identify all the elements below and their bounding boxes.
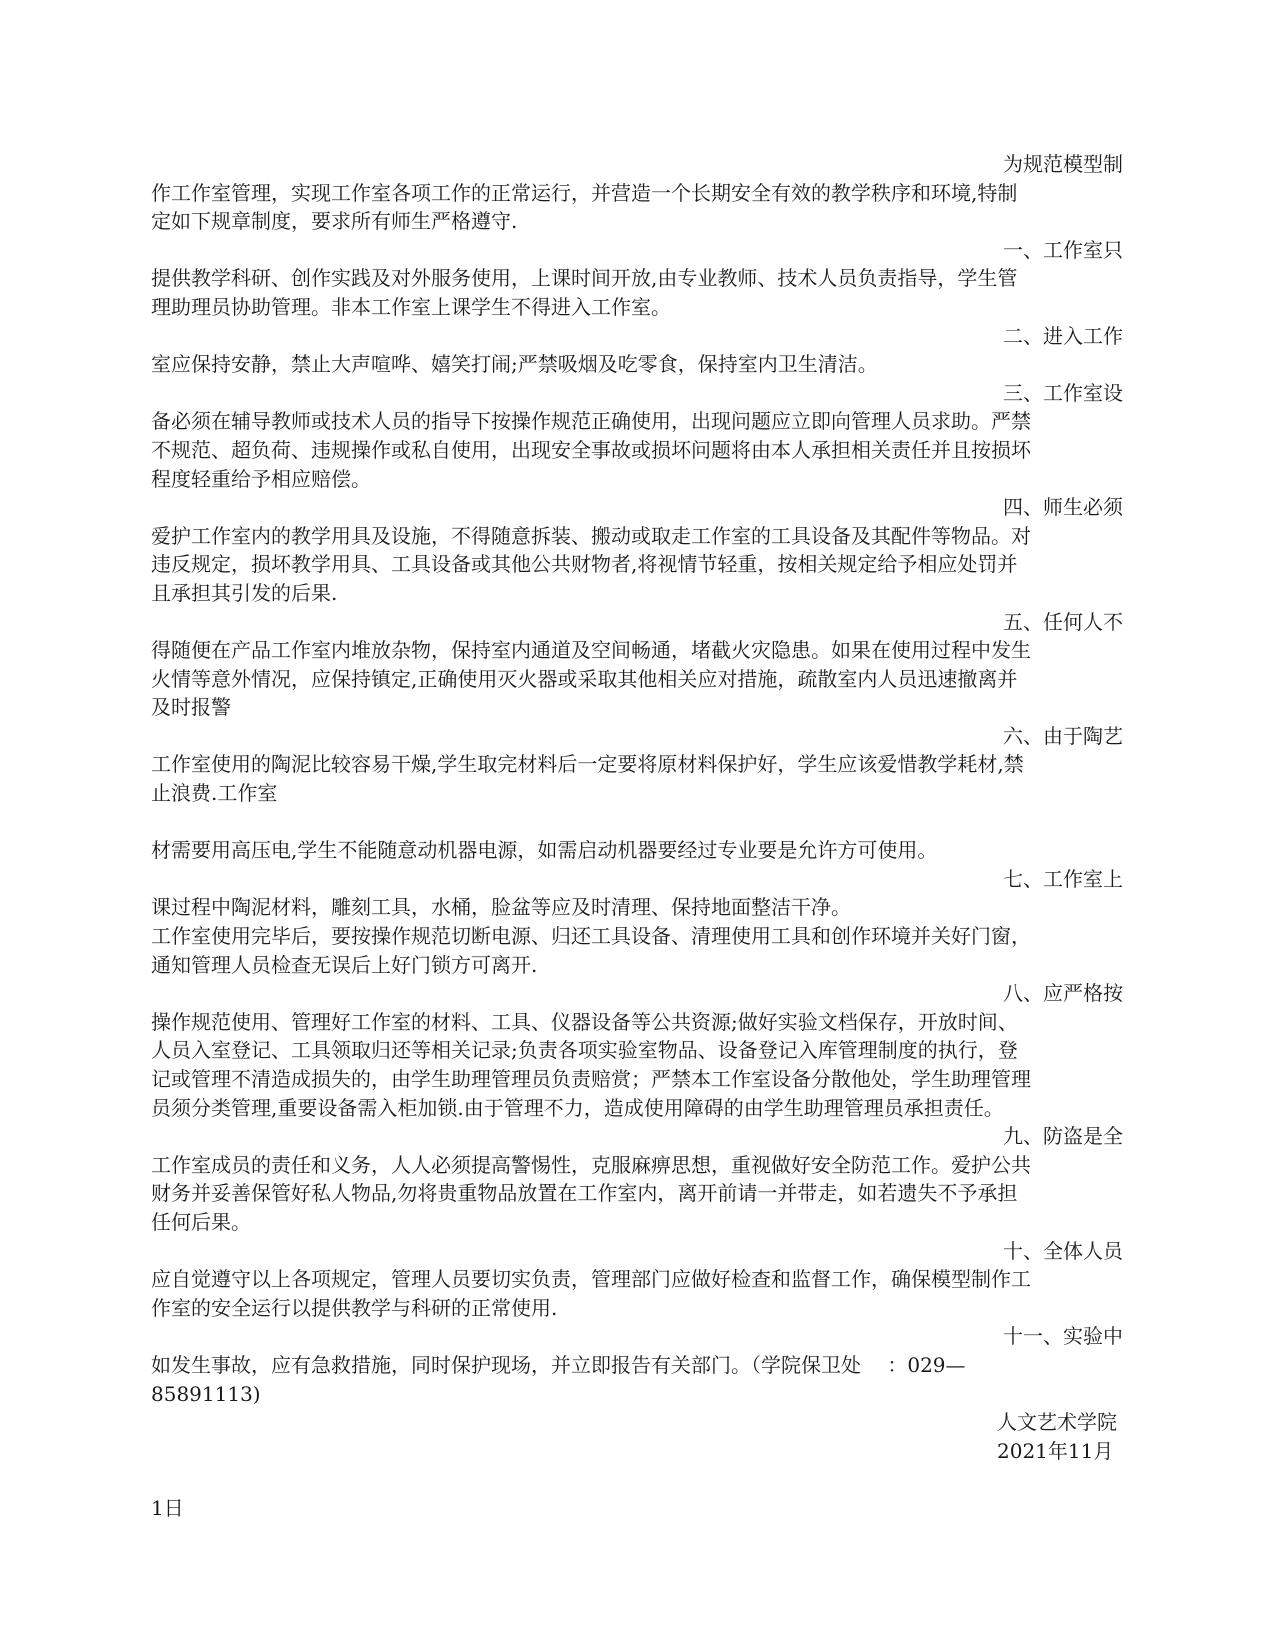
body-text-line: 任何后果。: [151, 1209, 251, 1234]
body-text-line: 人员入室登记、工具领取归还等相关记录;负责各项实验室物品、设备登记入库管理制度的执行，登: [151, 1038, 1018, 1063]
body-text-line: 理助理员协助管理。非本工作室上课学生不得进入工作室。: [151, 294, 671, 319]
clause-heading-line: 九、防盗是全: [1003, 1124, 1123, 1149]
body-text-line: 及时报警: [151, 695, 231, 720]
clause-heading-line: 三、工作室设: [1003, 380, 1123, 405]
body-text-line: 定如下规章制度，要求所有师生严格遵守.: [151, 209, 518, 234]
body-text-line: 材需要用高压电,学生不能随意动机器电源，如需启动机器要经过专业要是允许方可使用。: [151, 838, 938, 863]
blank-line: [151, 1465, 1123, 1494]
clause-heading-line: 四、师生必须: [1003, 495, 1123, 520]
body-text-line: 室应保持安静，禁止大声喧哗、嬉笑打闹;严禁吸烟及吃零食，保持室内卫生清洁。: [151, 352, 878, 377]
body-text-line: 违反规定，损坏教学用具、工具设备或其他公共财物者,将视情节轻重，按相关规定给予相应处罚并: [151, 552, 1018, 577]
body-text-line: 止浪费.工作室: [151, 781, 278, 806]
signature-date-day: 1日: [151, 1495, 184, 1520]
blank-line: [151, 808, 1123, 837]
body-text-line: 85891113): [151, 1381, 261, 1406]
body-text-line: 通知管理人员检查无误后上好门锁方可离开.: [151, 952, 538, 977]
body-text-line: 记或管理不清造成损失的，由学生助理管理员负责赔赏；严禁本工作室设备分散他处，学生助理管理: [151, 1067, 1031, 1091]
body-text-line: 作室的安全运行以提供教学与科研的正常使用.: [151, 1295, 558, 1320]
clause-heading-line: 为规范模型制: [1003, 152, 1123, 176]
body-text-line: 且承担其引发的后果.: [151, 580, 338, 605]
clause-heading-line: 一、工作室只: [1003, 237, 1123, 262]
body-text-line: 爱护工作室内的教学用具及设施，不得随意拆装、搬动或取走工作室的工具设备及其配件等物品。对: [151, 523, 1031, 548]
clause-heading-line: 七、工作室上: [1003, 866, 1123, 891]
body-text-line: 应自觉遵守以上各项规定，管理人员要切实负责，管理部门应做好检查和监督工作，确保模型制作工: [151, 1267, 1031, 1292]
body-text-line: 如发生事故，应有急救措施，同时保护现场，并立即报告有关部门。（学院保卫处 ：029—: [151, 1352, 966, 1377]
body-text-line: 得随便在产品工作室内堆放杂物，保持室内通道及空间畅通，堵截火灾隐患。如果在使用过程中发生: [151, 638, 1031, 663]
body-text-line: 作工作室管理，实现工作室各项工作的正常运行，并营造一个长期安全有效的教学秩序和环境,特制: [151, 180, 1018, 205]
body-text-line: 备必须在辅导教师或技术人员的指导下按操作规范正确使用，出现问题应立即向管理人员求助。严禁: [151, 409, 1031, 434]
signature-organization: 人文艺术学院: [997, 1410, 1117, 1435]
body-text-line: 财务并妥善保管好私人物品,勿将贵重物品放置在工作室内，离开前请一并带走，如若遗失不予承担: [151, 1181, 1018, 1206]
clause-heading-line: 六、由于陶艺: [1003, 723, 1123, 748]
document-body: [151, 150, 1123, 1523]
body-text-line: 工作室使用完毕后，要按操作规范切断电源、归还工具设备、清理使用工具和创作环境并关好门窗，: [151, 924, 1031, 949]
body-text-line: 程度轻重给予相应赔偿。: [151, 466, 371, 491]
body-text-line: 员须分类管理,重要设备需入柜加锁.由于管理不力，造成使用障碍的由学生助理管理员承担责任。: [151, 1095, 1004, 1120]
signature-org-line: [151, 1408, 1123, 1437]
signature-date-line: [151, 1437, 1123, 1466]
body-text-line: 提供教学科研、创作实践及对外服务使用，上课时间开放,由专业教师、技术人员负责指导，学生管: [151, 266, 1018, 291]
body-text-line: 火情等意外情况，应保持镇定,正确使用灭火器或采取其他相关应对措施，疏散室内人员迅速撤离并: [151, 666, 1018, 691]
body-text-line: 操作规范使用、管理好工作室的材料、工具、仪器设备等公共资源;做好实验文档保存，开放时间、: [151, 1009, 1018, 1034]
clause-heading-line: 二、进入工作: [1003, 323, 1123, 348]
clause-heading-line: 十、全体人员: [1003, 1238, 1123, 1263]
signature-date-month: 2021年11月: [997, 1438, 1114, 1463]
body-text-line: 不规范、超负荷、违规操作或私自使用，出现安全事故或损坏问题将由本人承担相关责任并且按损坏: [151, 437, 1031, 462]
body-text-line: 课过程中陶泥材料，雕刻工具，水桶，脸盆等应及时清理、保持地面整洁干净。: [151, 895, 851, 920]
body-text-line: 工作室成员的责任和义务，人人必须提高警惕性，克服麻痹思想，重视做好安全防范工作。爱护公共: [151, 1152, 1031, 1177]
clause-heading-line: 八、应严格按: [1003, 981, 1123, 1006]
clause-heading-line: 五、任何人不: [1003, 609, 1123, 634]
body-text-line: 工作室使用的陶泥比较容易干燥,学生取完材料后一定要将原材料保护好，学生应该爱惜教学耗材,禁: [151, 752, 1024, 777]
clause-heading-line: 十一、实验中: [1003, 1324, 1123, 1349]
